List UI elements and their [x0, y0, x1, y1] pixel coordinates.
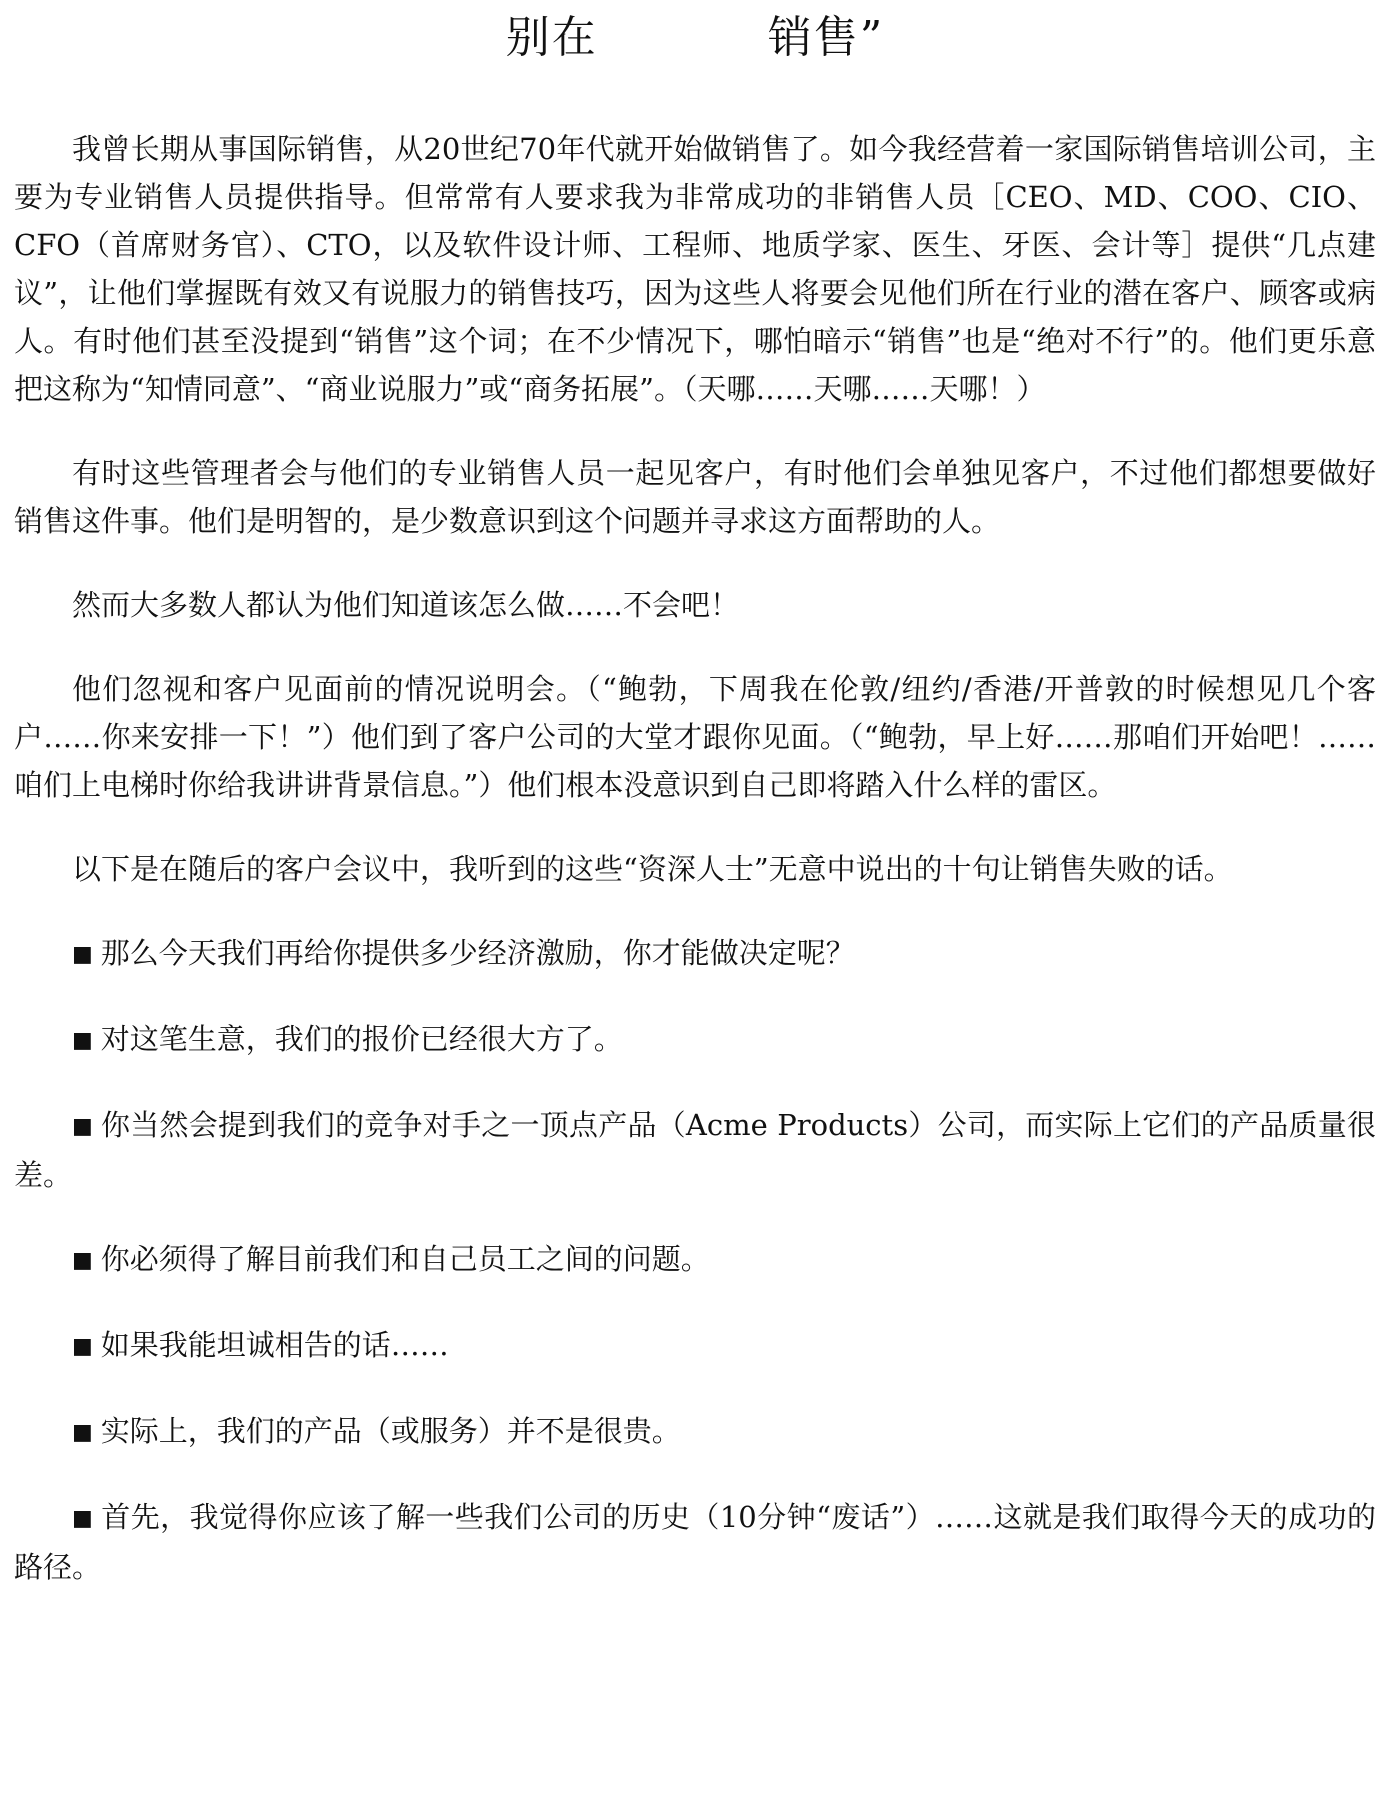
bullet-square-icon: ■: [72, 1028, 93, 1053]
bullet-text: 首先，我觉得你应该了解一些我们公司的历史（10分钟“废话”）……这就是我们取得今天的成功的路径。: [14, 1500, 1376, 1584]
paragraph-ten-phrases: 以下是在随后的客户会议中，我听到的这些“资深人士”无意中说出的十句让销售失败的话。: [72, 852, 1233, 886]
bullet-item: [14, 1235, 1376, 1285]
bullet-text: 如果我能坦诚相告的话……: [100, 1328, 449, 1362]
bullet-item: [14, 1101, 1376, 1199]
bullet-square-icon: ■: [72, 1506, 93, 1531]
bullet-text: 你必须得了解目前我们和自己员工之间的问题。: [100, 1242, 710, 1276]
bullet-item: [14, 1407, 1376, 1457]
bullet-square-icon: ■: [72, 1420, 93, 1445]
bullet-item: [14, 1321, 1376, 1371]
bullet-text: 你当然会提到我们的竞争对手之一顶点产品（Acme Products）公司，而实际上它们的产品质量很差。: [14, 1108, 1376, 1192]
paragraph-intro: 我曾长期从事国际销售，从20世纪70年代就开始做销售了。如今我经营着一家国际销售培训公司，主要为专业销售人员提供指导。但常常有人要求我为非常成功的非销售人员［CEO、MD、COO、CIO、CFO（首席财务官）、CTO，以及软件设计师、工程师、地质学家、医生、牙医、会计等］提供“几点建议”，让他们掌握既有效又有说服力的销售技巧，因为这些人将要会见他们所在行业的潜在客户、顾客或病人。有时他们甚至没提到“销售”这个词；在不少情况下，哪怕暗示“销售”也是“绝对不行”的。他们更乐意把这称为“知情同意”、“商业说服力”或“商务拓展”。（天哪……天哪……天哪！）: [14, 132, 1376, 406]
bullet-square-icon: ■: [72, 1334, 93, 1359]
bullet-item: [14, 1015, 1376, 1065]
bullet-text: 实际上，我们的产品（或服务）并不是很贵。: [100, 1414, 681, 1448]
document-body: [14, 125, 1376, 1627]
paragraph-majority: 然而大多数人都认为他们知道该怎么做……不会吧！: [72, 588, 740, 622]
bullet-item: [14, 929, 1376, 979]
bullet-text: 对这笔生意，我们的报价已经很大方了。: [100, 1022, 623, 1056]
page-title-right: 销售”: [767, 12, 885, 63]
bullet-item: [14, 1493, 1376, 1591]
bullet-square-icon: ■: [72, 1114, 93, 1139]
paragraph-managers: 有时这些管理者会与他们的专业销售人员一起见客户，有时他们会单独见客户，不过他们都想要做好销售这件事。他们是明智的，是少数意识到这个问题并寻求这方面帮助的人。: [14, 456, 1376, 538]
page-title: [14, 8, 1376, 68]
page-title-left: 别在: [505, 12, 598, 63]
bullet-square-icon: ■: [72, 1248, 93, 1273]
bullet-text: 那么今天我们再给你提供多少经济激励，你才能做决定呢？: [100, 936, 855, 970]
bullet-square-icon: ■: [72, 942, 93, 967]
paragraph-briefing: 他们忽视和客户见面前的情况说明会。（“鲍勃，下周我在伦敦/纽约/香港/开普敦的时候想见几个客户……你来安排一下！”）他们到了客户公司的大堂才跟你见面。（“鲍勃，早上好……那咱们开始吧！……咱们上电梯时你给我讲讲背景信息。”）他们根本没意识到自己即将踏入什么样的雷区。: [14, 672, 1376, 802]
